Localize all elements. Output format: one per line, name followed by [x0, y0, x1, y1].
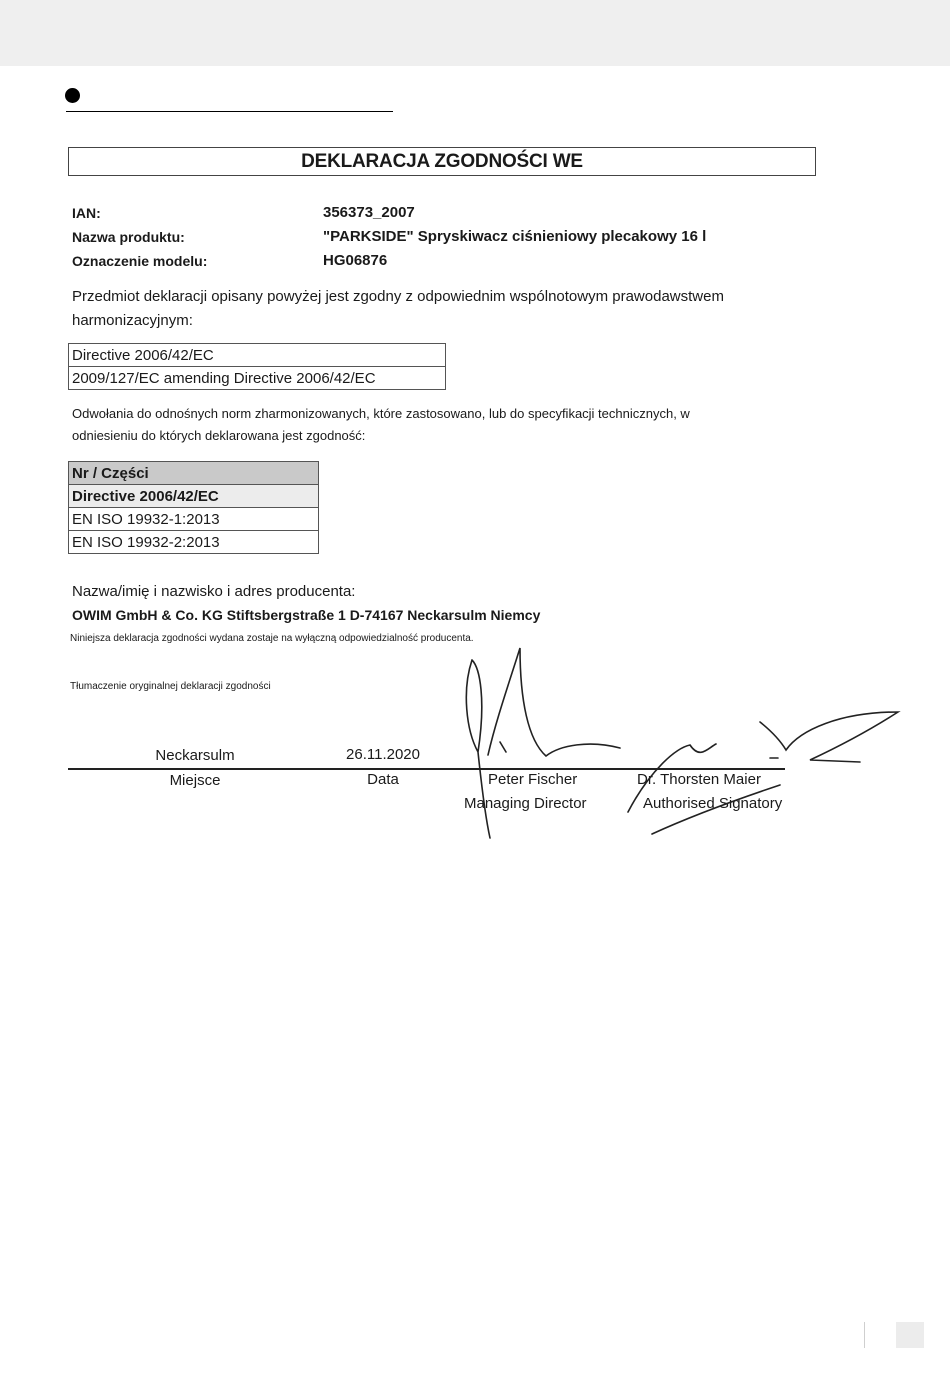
field-label-ian: IAN:: [72, 205, 101, 221]
conformity-statement-line2: harmonizacyjnym:: [72, 312, 193, 329]
date-value: 26.11.2020: [346, 746, 420, 763]
signer2-name: Dr. Thorsten Maier: [637, 771, 761, 788]
page-number-box: [896, 1322, 924, 1348]
field-value-ian: 356373_2007: [323, 204, 415, 221]
place-value: Neckarsulm: [155, 747, 235, 764]
top-header-band: [0, 0, 950, 66]
bullet-icon: [65, 88, 80, 103]
directive-cell: Directive 2006/42/EC: [69, 344, 446, 367]
table-row: [69, 485, 319, 508]
header-rule: [66, 111, 393, 112]
page-separator: [864, 1322, 865, 1348]
table-subheader-cell: Directive 2006/42/EC: [69, 485, 319, 508]
standard-cell: EN ISO 19932-1:2013: [69, 508, 319, 531]
field-label-model: Oznaczenie modelu:: [72, 253, 208, 269]
table-row: [69, 367, 446, 390]
standards-statement-line1: Odwołania do odnośnych norm zharmonizowanych, które zastosowano, lub do specyfikacji technicznych, w: [72, 406, 690, 421]
conformity-statement-line1: Przedmiot deklaracji opisany powyżej jest zgodny z odpowiednim wspólnotowym prawodawstwem: [72, 288, 724, 305]
table-row: [69, 531, 319, 554]
date-label: Data: [367, 771, 399, 788]
table-header-row: [69, 462, 319, 485]
table-row: [69, 508, 319, 531]
signer1-name: Peter Fischer: [488, 771, 578, 788]
standards-table: [68, 461, 319, 554]
responsibility-note: Niniejsza deklaracja zgodności wydana zostaje na wyłączną odpowiedzialność producenta.: [70, 633, 474, 644]
signer1-role: Managing Director: [464, 795, 587, 812]
document-title: DEKLARACJA ZGODNOŚCI WE: [68, 147, 816, 176]
standard-cell: EN ISO 19932-2:2013: [69, 531, 319, 554]
manufacturer-label: Nazwa/imię i nazwisko i adres producenta:: [72, 583, 356, 600]
signer2-role: Authorised Signatory: [643, 795, 783, 812]
standards-statement-line2: odniesieniu do których deklarowana jest zgodność:: [72, 428, 366, 443]
field-label-product: Nazwa produktu:: [72, 229, 185, 245]
directive-cell: 2009/127/EC amending Directive 2006/42/EC: [69, 367, 446, 390]
manufacturer-address: OWIM GmbH & Co. KG Stiftsbergstraße 1 D-74167 Neckarsulm Niemcy: [72, 607, 541, 623]
place-label: Miejsce: [169, 772, 221, 789]
field-value-model: HG06876: [323, 252, 388, 269]
translation-note: Tłumaczenie oryginalnej deklaracji zgodności: [70, 681, 271, 692]
table-row: [69, 344, 446, 367]
signature-line: [68, 768, 785, 770]
field-value-product: "PARKSIDE" Spryskiwacz ciśnieniowy plecakowy 16 l: [323, 228, 707, 245]
table-header-cell: Nr / Części: [69, 462, 319, 485]
directives-table: [68, 343, 446, 390]
